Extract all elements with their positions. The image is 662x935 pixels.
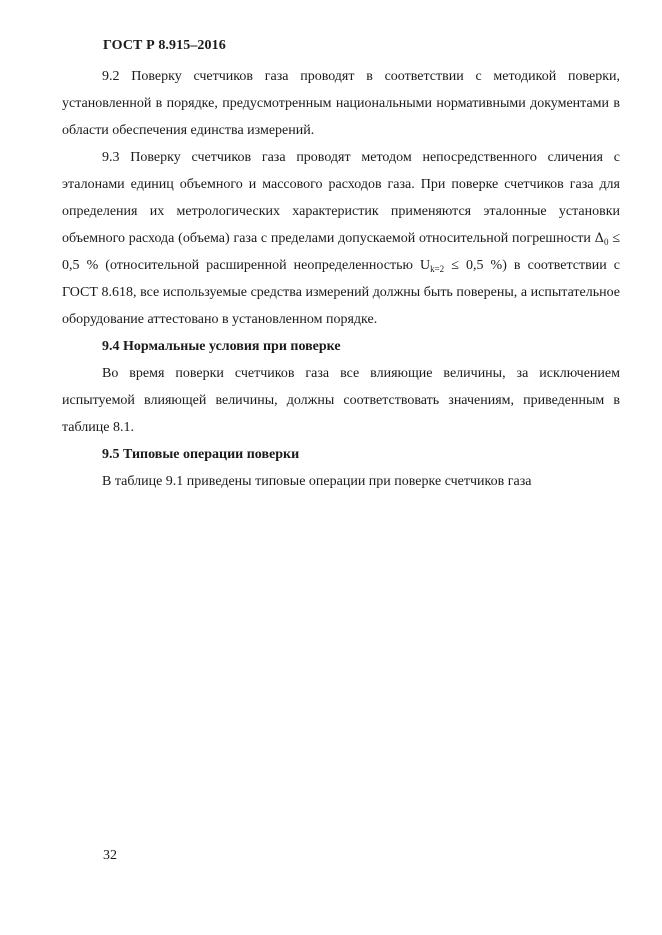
page-number: 32: [103, 848, 117, 863]
paragraph-9-3-part-1: 9.3 Поверку счетчиков газа проводят методом непосредственного сличения с эталонами единиц объемного и массового расходов газа. При поверке счетчиков газа для определения их метрологических характеристик применяются эталонные установки объемного расхода (объема) газа с пределами допускаемой относительной погрешности: [62, 150, 620, 246]
paragraph-9-5: В таблице 9.1 приведены типовые операции при поверке счетчиков газа: [102, 474, 532, 489]
delta-symbol: Δ: [594, 231, 605, 246]
document-body: [62, 63, 620, 495]
paragraph-9-3-part-2: ≤ 0,5 % (относительной расширенной неопределенностью U: [62, 231, 620, 273]
paragraph-9-2: 9.2 Поверку счетчиков газа проводят в соответствии с методикой поверки, установленной в порядке, предусмотренным национальными нормативными документами в области обеспечения единства измерений.: [62, 69, 620, 138]
paragraph-9-3-part-3: ≤ 0,5 %) в соответствии с ГОСТ 8.618, все используемые средства измерений должны быть поверены, а испытательное оборудование аттестовано в установленном порядке.: [62, 258, 620, 327]
paragraph-9-3: [62, 144, 620, 333]
heading-9-5: 9.5 Типовые операции поверки: [102, 447, 300, 462]
document-header: ГОСТ Р 8.915–2016: [103, 38, 226, 53]
uncertainty-subscript: k=2: [430, 264, 445, 274]
delta-subscript: 0: [604, 237, 609, 247]
paragraph-9-4: Во время поверки счетчиков газа все влияющие величины, за исключением испытуемой влияющей величины, должны соответствовать значениям, приведенным в таблице 8.1.: [62, 366, 620, 435]
heading-9-4: 9.4 Нормальные условия при поверке: [102, 339, 341, 354]
